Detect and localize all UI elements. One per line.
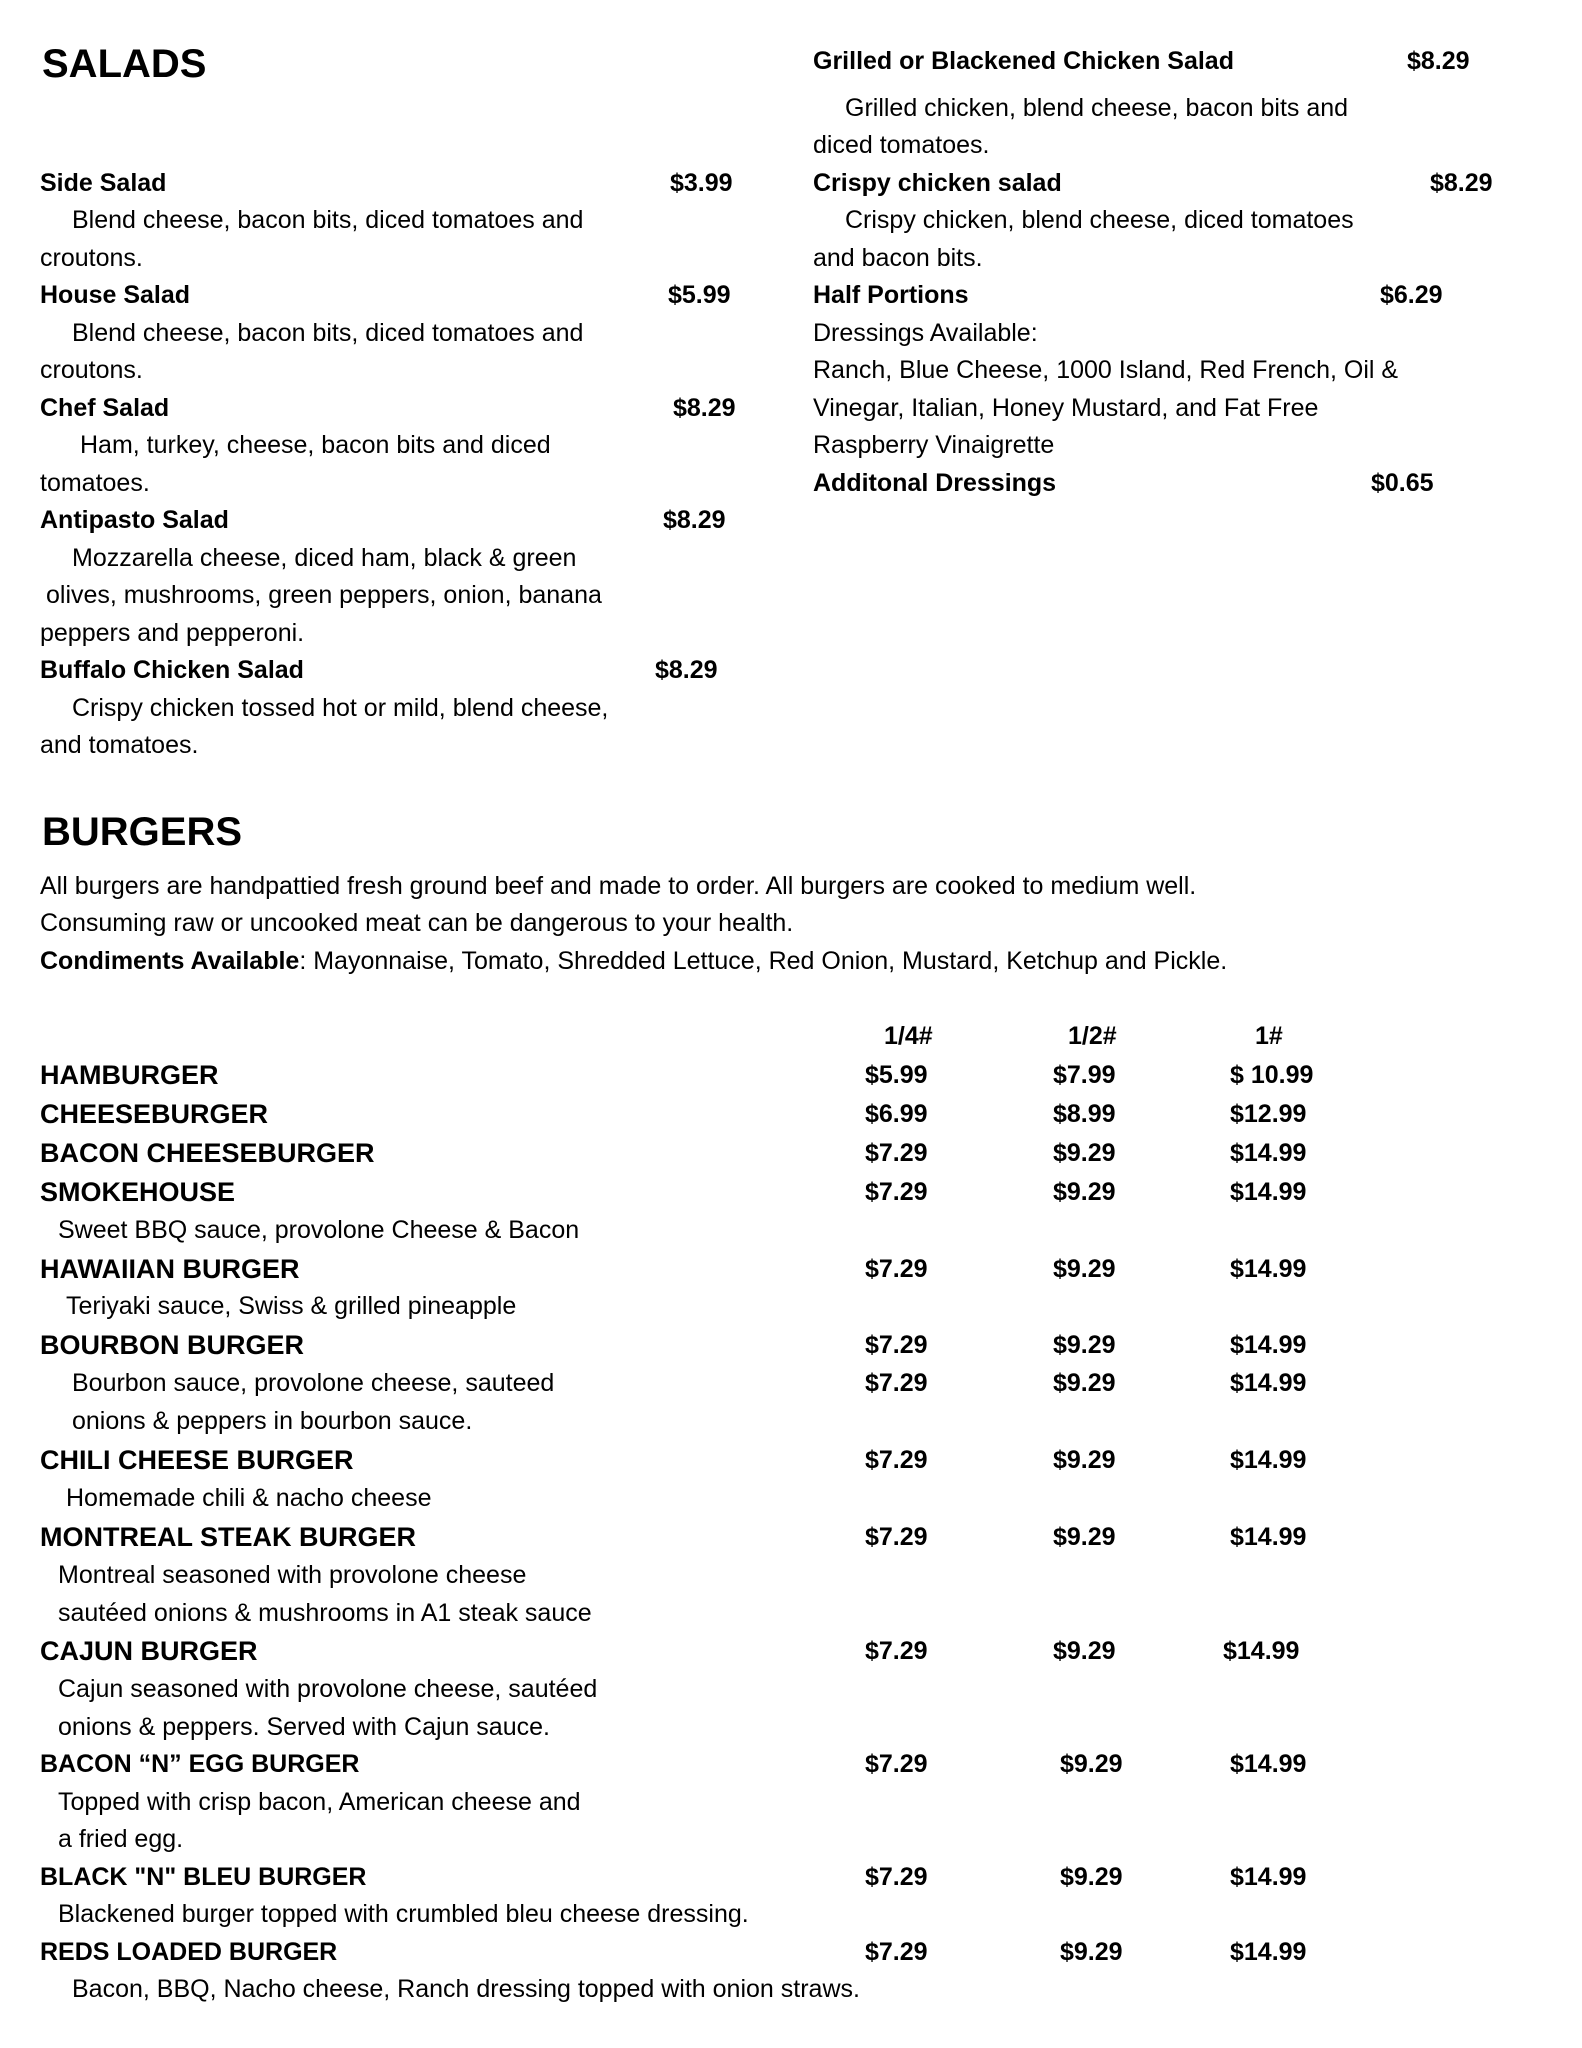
burger-description: Bacon, BBQ, Nacho cheese, Ranch dressing topped with onion straws.	[72, 1975, 860, 2003]
burger-description: Teriyaki sauce, Swiss & grilled pineapple	[66, 1292, 517, 1320]
salad-description: Ham, turkey, cheese, bacon bits and diced	[80, 431, 551, 459]
burger-price: $7.29	[865, 1863, 928, 1891]
burger-name: SMOKEHOUSE	[40, 1177, 236, 1207]
salad-name: House Salad	[40, 281, 191, 309]
burger-name: BOURBON BURGER	[40, 1330, 305, 1360]
salad-description: and bacon bits.	[813, 244, 983, 272]
burger-price: $5.99	[865, 1061, 928, 1089]
burger-price: $12.99	[1230, 1100, 1307, 1128]
salad-name: Crispy chicken salad	[813, 169, 1062, 197]
burger-name: CHILI CHEESE BURGER	[40, 1445, 354, 1475]
salad-description: Blend cheese, bacon bits, diced tomatoes and	[72, 206, 584, 234]
condiments-label: Condiments Available	[40, 947, 300, 975]
burgers-heading: BURGERS	[42, 810, 243, 854]
burger-price: $7.29	[865, 1255, 928, 1283]
burger-price: $7.29	[865, 1637, 928, 1665]
salad-name: Antipasto Salad	[40, 506, 229, 534]
burger-price: $6.99	[865, 1100, 928, 1128]
salad-description: croutons.	[40, 244, 143, 272]
burger-price: $9.29	[1060, 1863, 1123, 1891]
burger-price: $7.29	[865, 1331, 928, 1359]
burger-price: $9.29	[1053, 1178, 1116, 1206]
salad-price: $3.99	[670, 169, 733, 197]
condiments-line	[40, 948, 1227, 976]
burger-price: $7.29	[865, 1750, 928, 1778]
burger-price: $14.99	[1230, 1938, 1307, 1966]
burger-price: $14.99	[1230, 1369, 1307, 1397]
burger-name: CHEESEBURGER	[40, 1099, 269, 1129]
burger-price: $ 10.99	[1230, 1061, 1314, 1089]
additional-dressings-price: $0.65	[1371, 469, 1434, 497]
burger-price: $9.29	[1060, 1750, 1123, 1778]
burger-description: Bourbon sauce, provolone cheese, sauteed	[72, 1369, 555, 1397]
burger-price: $7.29	[865, 1369, 928, 1397]
burger-price: $9.29	[1060, 1938, 1123, 1966]
burger-name: REDS LOADED BURGER	[40, 1938, 338, 1966]
burger-price: $9.29	[1053, 1637, 1116, 1665]
burger-price: $7.29	[865, 1178, 928, 1206]
dressings-label: Dressings Available:	[813, 319, 1038, 347]
condiments-list: : Mayonnaise, Tomato, Shredded Lettuce, Red Onion, Mustard, Ketchup and Pickle.	[299, 947, 1228, 975]
burger-description: Cajun seasoned with provolone cheese, sautéed	[58, 1675, 598, 1703]
burger-price: $9.29	[1053, 1255, 1116, 1283]
burger-description: Blackened burger topped with crumbled bleu cheese dressing.	[58, 1900, 749, 1928]
burger-name: BLACK "N" BLEU BURGER	[40, 1863, 367, 1891]
size-column-header: 1/4#	[884, 1022, 933, 1050]
burger-price: $7.29	[865, 1938, 928, 1966]
salad-price: $8.29	[1430, 169, 1493, 197]
burger-name: MONTREAL STEAK BURGER	[40, 1522, 417, 1552]
salad-description: diced tomatoes.	[813, 131, 990, 159]
burger-description: onions & peppers in bourbon sauce.	[72, 1407, 473, 1435]
salad-description: Crispy chicken tossed hot or mild, blend cheese,	[72, 694, 609, 722]
salad-name: Chef Salad	[40, 394, 170, 422]
burger-description: onions & peppers. Served with Cajun sauce.	[58, 1713, 550, 1741]
burger-name: CAJUN BURGER	[40, 1636, 258, 1666]
burger-price: $14.99	[1230, 1523, 1307, 1551]
salad-name: Buffalo Chicken Salad	[40, 656, 304, 684]
salad-description: Mozzarella cheese, diced ham, black & green	[72, 544, 577, 572]
salad-price: $5.99	[668, 281, 731, 309]
burger-price: $14.99	[1230, 1255, 1307, 1283]
burger-name: HAMBURGER	[40, 1060, 219, 1090]
burger-description: a fried egg.	[58, 1825, 184, 1853]
salad-name: Half Portions	[813, 281, 969, 309]
burger-name: BACON CHEESEBURGER	[40, 1138, 375, 1168]
salad-description: Grilled chicken, blend cheese, bacon bits and	[845, 94, 1349, 122]
dressings-list-line: Ranch, Blue Cheese, 1000 Island, Red French, Oil &	[813, 356, 1399, 384]
burger-name: HAWAIIAN BURGER	[40, 1254, 300, 1284]
burger-price: $9.29	[1053, 1369, 1116, 1397]
burger-price: $9.29	[1053, 1446, 1116, 1474]
burger-description: Topped with crisp bacon, American cheese and	[58, 1788, 581, 1816]
burger-price: $14.99	[1230, 1863, 1307, 1891]
burgers-intro-line: All burgers are handpattied fresh ground beef and made to order. All burgers are cooked to medium well.	[40, 872, 1197, 900]
dressings-list-line: Vinegar, Italian, Honey Mustard, and Fat Free	[813, 394, 1319, 422]
burger-price: $14.99	[1230, 1750, 1307, 1778]
burger-description: Sweet BBQ sauce, provolone Cheese & Bacon	[58, 1216, 580, 1244]
salad-description: and tomatoes.	[40, 731, 199, 759]
burger-price: $14.99	[1223, 1637, 1300, 1665]
burger-description: Montreal seasoned with provolone cheese	[58, 1561, 527, 1589]
salad-description: Crispy chicken, blend cheese, diced tomatoes	[845, 206, 1354, 234]
salad-price: $8.29	[673, 394, 736, 422]
burger-price: $7.29	[865, 1446, 928, 1474]
burger-price: $7.99	[1053, 1061, 1116, 1089]
salad-price: $8.29	[655, 656, 718, 684]
salad-description: Blend cheese, bacon bits, diced tomatoes and	[72, 319, 584, 347]
salad-description: croutons.	[40, 356, 143, 384]
salads-heading: SALADS	[42, 42, 207, 86]
size-column-header: 1/2#	[1068, 1022, 1117, 1050]
salad-price: $8.29	[663, 506, 726, 534]
salad-price: $8.29	[1407, 47, 1470, 75]
salad-name: Side Salad	[40, 169, 167, 197]
burger-price: $7.29	[865, 1139, 928, 1167]
burger-price: $9.29	[1053, 1523, 1116, 1551]
burger-price: $9.29	[1053, 1139, 1116, 1167]
burger-price: $7.29	[865, 1523, 928, 1551]
burger-price: $14.99	[1230, 1331, 1307, 1359]
salad-description: tomatoes.	[40, 469, 150, 497]
salad-description: olives, mushrooms, green peppers, onion, banana	[46, 581, 602, 609]
burger-description: Homemade chili & nacho cheese	[66, 1484, 432, 1512]
salad-name: Grilled or Blackened Chicken Salad	[813, 47, 1234, 75]
burger-price: $14.99	[1230, 1178, 1307, 1206]
burger-description: sautéed onions & mushrooms in A1 steak sauce	[58, 1599, 592, 1627]
additional-dressings-name: Additonal Dressings	[813, 469, 1057, 497]
size-column-header: 1#	[1255, 1022, 1283, 1050]
salad-description: peppers and pepperoni.	[40, 619, 305, 647]
burger-name: BACON “N” EGG BURGER	[40, 1750, 360, 1778]
salad-price: $6.29	[1380, 281, 1443, 309]
burger-price: $14.99	[1230, 1139, 1307, 1167]
burger-price: $8.99	[1053, 1100, 1116, 1128]
burgers-intro-line: Consuming raw or uncooked meat can be dangerous to your health.	[40, 909, 794, 937]
burger-price: $9.29	[1053, 1331, 1116, 1359]
burger-price: $14.99	[1230, 1446, 1307, 1474]
dressings-list-line: Raspberry Vinaigrette	[813, 431, 1055, 459]
